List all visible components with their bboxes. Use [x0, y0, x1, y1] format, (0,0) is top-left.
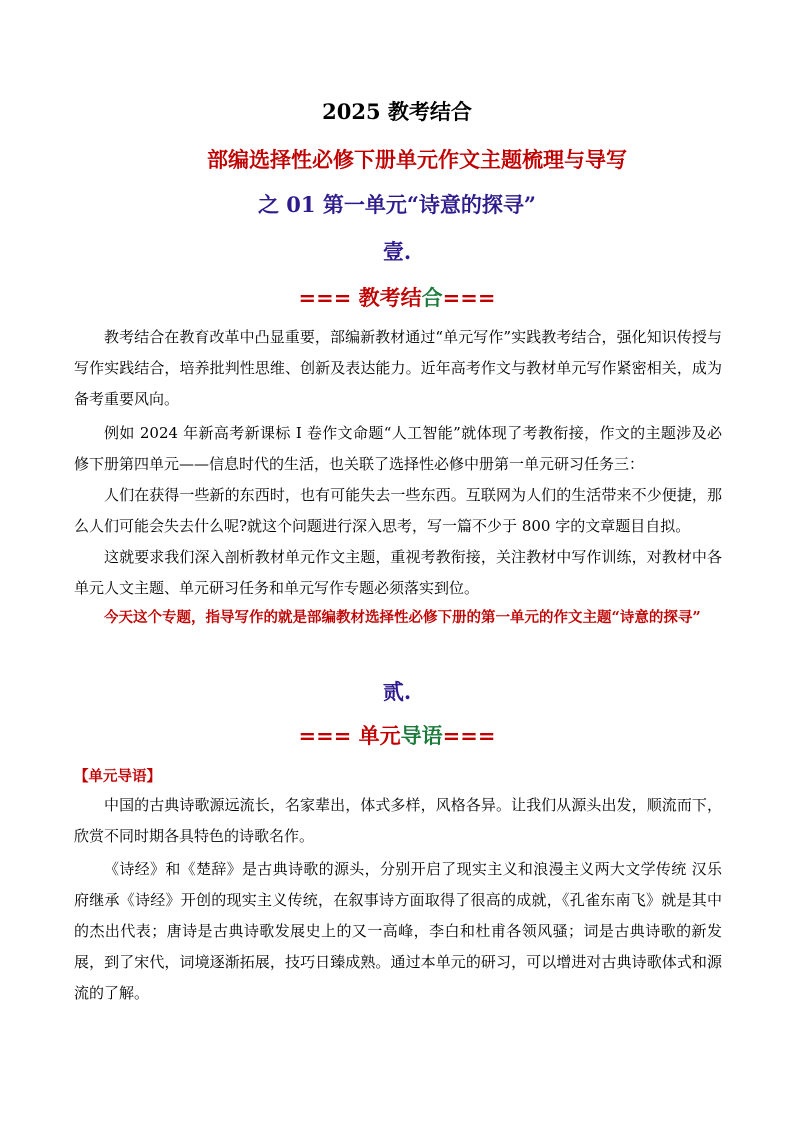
sub-title: 之 01 第一单元“诗意的探寻” — [257, 192, 536, 217]
section2-title-char-2: 元 — [379, 723, 401, 748]
section2-eq-right: === — [442, 723, 496, 748]
section2-paragraph-1: 中国的古典诗歌源远流长，名家辈出，体式多样，风格各异。让我们从源头出发，顺流而下，欣赏不同时期各具特色的诗歌名作。 — [74, 796, 722, 845]
section1-eq-left: === — [298, 285, 359, 310]
section1-paragraph-4: 这就要求我们深入剖析教材单元作文主题，重视考教衔接，关注教材中写作训练，对教材中各单元人文主题、单元研习任务和单元写作专题必须落实到位。 — [74, 548, 722, 597]
unit-intro-label: 【单元导语】 — [74, 768, 161, 785]
section1-number: 壹. — [382, 239, 412, 264]
main-title: 部编选择性必修下册单元作文主题梳理与导写 — [207, 147, 627, 172]
section2-title-char-3: 导 — [400, 723, 422, 748]
section1-title-char-3: 结 — [400, 285, 422, 310]
section1-paragraph-1: 教考结合在教育改革中凸显重要，部编新教材通过“单元写作”实践教考结合，强化知识传授与写作实践结合，培养批判性思维、创新及表达能力。近年高考作文与教材单元写作紧密相关，成为备考重要风向。 — [74, 328, 722, 408]
section2-number: 贰. — [382, 679, 412, 704]
section1-title-char-4: 合 — [421, 285, 443, 310]
section1-paragraph-3: 人们在获得一些新的东西时，也有可能失去一些东西。互联网为人们的生活带来不少便捷，那么人们可能会失去什么呢?就这个问题进行深入思考，写一篇不少于 800 字的文章题目自拟。 — [74, 486, 722, 535]
section1-paragraph-2: 例如 2024 年新高考新课标 I 卷作文命题“人工智能”就体现了考教衔接，作文的主题涉及必修下册第四单元——信息时代的生活，也关联了选择性必修中册第一单元研习任务三： — [74, 424, 722, 473]
section2-title-char-4: 语 — [421, 723, 443, 748]
section2-eq-left: === — [298, 723, 359, 748]
section2-title-char-1: 单 — [358, 723, 380, 748]
section2-paragraph-2: 《诗经》和《楚辞》是古典诗歌的源头，分别开启了现实主义和浪漫主义两大文学传统 汉乐府继承《诗经》开创的现实主义传统，在叙事诗方面取得了很高的成就，《孔雀东南飞》就是其中的杰出代表；唐诗是古典诗歌发展史上的又一高峰，李白和杜甫各领风骚；词是古典诗歌的新发展，到了宋代，词境逐渐拓展，技巧日臻成熟。通过本单元的研习，可以增进对古典诗歌体式和源流的了解。 — [74, 860, 722, 1002]
year-title: 2025 教考结合 — [322, 99, 472, 124]
section1-title-char-2: 考 — [379, 285, 401, 310]
section1-heading — [0, 282, 794, 312]
section1-title-char-1: 教 — [358, 285, 380, 310]
section1-highlight: 今天这个专题，指导写作的就是部编教材选择性必修下册的第一单元的作文主题“诗意的探寻” — [104, 609, 701, 626]
section1-eq-right: === — [442, 285, 496, 310]
section2-heading — [0, 720, 794, 750]
